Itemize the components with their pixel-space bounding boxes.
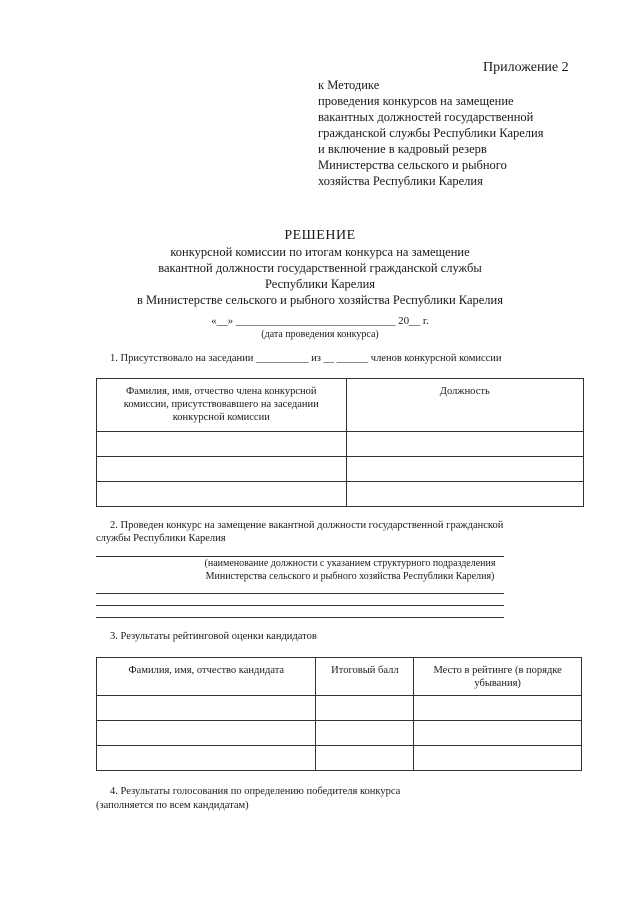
candidates-rating-table — [96, 657, 582, 771]
table-row — [97, 457, 584, 482]
voting-item-line: (заполняется по всем кандидатам) — [96, 800, 249, 811]
commission-members-table — [96, 378, 584, 507]
rating-item: 3. Результаты рейтинговой оценки кандидатов — [110, 631, 317, 642]
document-title: РЕШЕНИЕ — [284, 228, 356, 243]
final-score-header: Итоговый балл — [316, 658, 414, 696]
methodology-reference — [318, 77, 543, 189]
table-cell[interactable] — [414, 746, 582, 771]
subtitle-line: конкурсной комиссии по итогам конкурса на замещение — [170, 245, 470, 259]
appendix-label: Приложение 2 — [483, 60, 569, 75]
subtitle-line: в Министерстве сельского и рыбного хозяйства Республики Карелия — [137, 293, 503, 307]
table-cell[interactable] — [97, 432, 347, 457]
table-cell[interactable] — [97, 696, 316, 721]
methodology-line: Министерства сельского и рыбного — [318, 158, 507, 172]
table-cell[interactable] — [346, 457, 583, 482]
position-name-line[interactable] — [96, 605, 504, 606]
position-note: Министерства сельского и рыбного хозяйства Республики Карелия) — [205, 571, 495, 582]
position-note: (наименование должности с указанием структурного подразделения — [204, 558, 496, 569]
methodology-line: гражданской службы Республики Карелия — [318, 126, 544, 140]
position-name-line[interactable] — [96, 617, 504, 618]
table-cell[interactable] — [414, 696, 582, 721]
methodology-line: хозяйства Республики Карелия — [318, 174, 483, 188]
methodology-line: к Методике — [318, 78, 380, 92]
date-field[interactable]: «__» _____________________________ 20__ г. — [211, 315, 429, 327]
document-subtitle — [0, 244, 640, 308]
attendance-item: 1. Присутствовало на заседании __________ из __ ______ членов конкурсной комиссии — [110, 353, 502, 364]
table-row — [97, 696, 582, 721]
table-cell[interactable] — [97, 457, 347, 482]
position-name-line[interactable] — [96, 556, 504, 557]
table-row — [97, 482, 584, 507]
candidate-name-header: Фамилия, имя, отчество кандидата — [97, 658, 316, 696]
position-header: Должность — [346, 379, 583, 432]
table-cell[interactable] — [97, 482, 347, 507]
table-cell[interactable] — [97, 721, 316, 746]
table-cell[interactable] — [414, 721, 582, 746]
voting-item-line: 4. Результаты голосования по определению победителя конкурса — [110, 786, 401, 797]
table-cell[interactable] — [346, 432, 583, 457]
methodology-line: и включение в кадровый резерв — [318, 142, 487, 156]
methodology-line: проведения конкурсов на замещение — [318, 94, 514, 108]
table-cell[interactable] — [316, 746, 414, 771]
contest-item-line: службы Республики Карелия — [96, 533, 226, 544]
table-cell[interactable] — [316, 721, 414, 746]
date-caption: (дата проведения конкурса) — [261, 329, 379, 340]
table-cell[interactable] — [316, 696, 414, 721]
subtitle-line: Республики Карелия — [264, 277, 376, 291]
table-cell[interactable] — [97, 746, 316, 771]
methodology-line: вакантных должностей государственной — [318, 110, 534, 124]
table-cell[interactable] — [346, 482, 583, 507]
table-row — [97, 432, 584, 457]
table-row — [97, 721, 582, 746]
member-name-header: Фамилия, имя, отчество члена конкурсной комиссии, присутствовавшего на заседании конкурсной комиссии — [97, 379, 347, 432]
position-name-line[interactable] — [96, 593, 504, 594]
table-header-row — [97, 658, 582, 696]
table-row — [97, 746, 582, 771]
subtitle-line: вакантной должности государственной гражданской службы — [158, 261, 482, 275]
contest-item-line: 2. Проведен конкурс на замещение вакантной должности государственной гражданской — [110, 520, 504, 531]
rating-place-header: Место в рейтинге (в порядке убывания) — [414, 658, 582, 696]
table-header-row — [97, 379, 584, 432]
